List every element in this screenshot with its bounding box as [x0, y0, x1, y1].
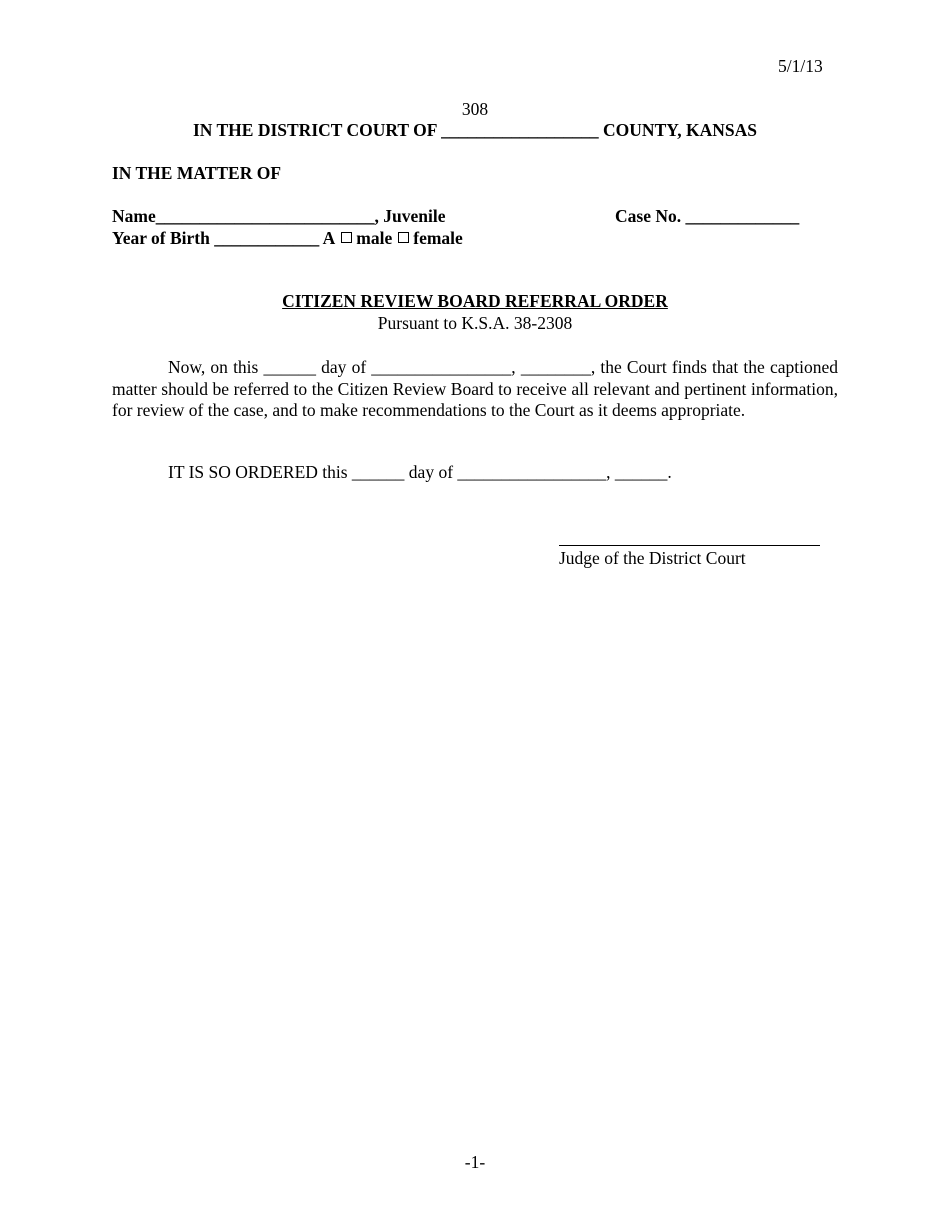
- female-label: female: [413, 228, 463, 248]
- form-number: 308: [461, 99, 489, 119]
- signature-line: [559, 545, 820, 546]
- juvenile-name-line: Name_________________________, Juvenile: [112, 206, 446, 226]
- page-number: -1-: [464, 1152, 486, 1172]
- document-title: CITIZEN REVIEW BOARD REFERRAL ORDER: [282, 291, 668, 311]
- document-subtitle: Pursuant to K.S.A. 38-2308: [377, 313, 573, 333]
- signature-label: Judge of the District Court: [559, 548, 746, 568]
- matter-heading: IN THE MATTER OF: [112, 163, 282, 183]
- so-ordered-line: IT IS SO ORDERED this ______ day of _________________, ______.: [168, 462, 672, 482]
- male-checkbox[interactable]: [341, 232, 352, 243]
- court-heading: IN THE DISTRICT COURT OF __________________ COUNTY, KANSAS: [192, 120, 758, 140]
- male-label: male: [356, 228, 393, 248]
- case-number-line: Case No. _____________: [615, 206, 800, 226]
- female-checkbox[interactable]: [398, 232, 409, 243]
- year-of-birth-line: [112, 230, 463, 248]
- year-of-birth-label: Year of Birth ____________ A: [112, 228, 336, 248]
- form-date: 5/1/13: [778, 56, 823, 76]
- order-paragraph: Now, on this ______ day of ________________, ________, the Court finds that the captioned matter should be referred to the Citizen Review Board to receive all relevant and pertinent information, for review of the case, and to make recommendations to the Court as it deems appropriate.: [112, 357, 838, 420]
